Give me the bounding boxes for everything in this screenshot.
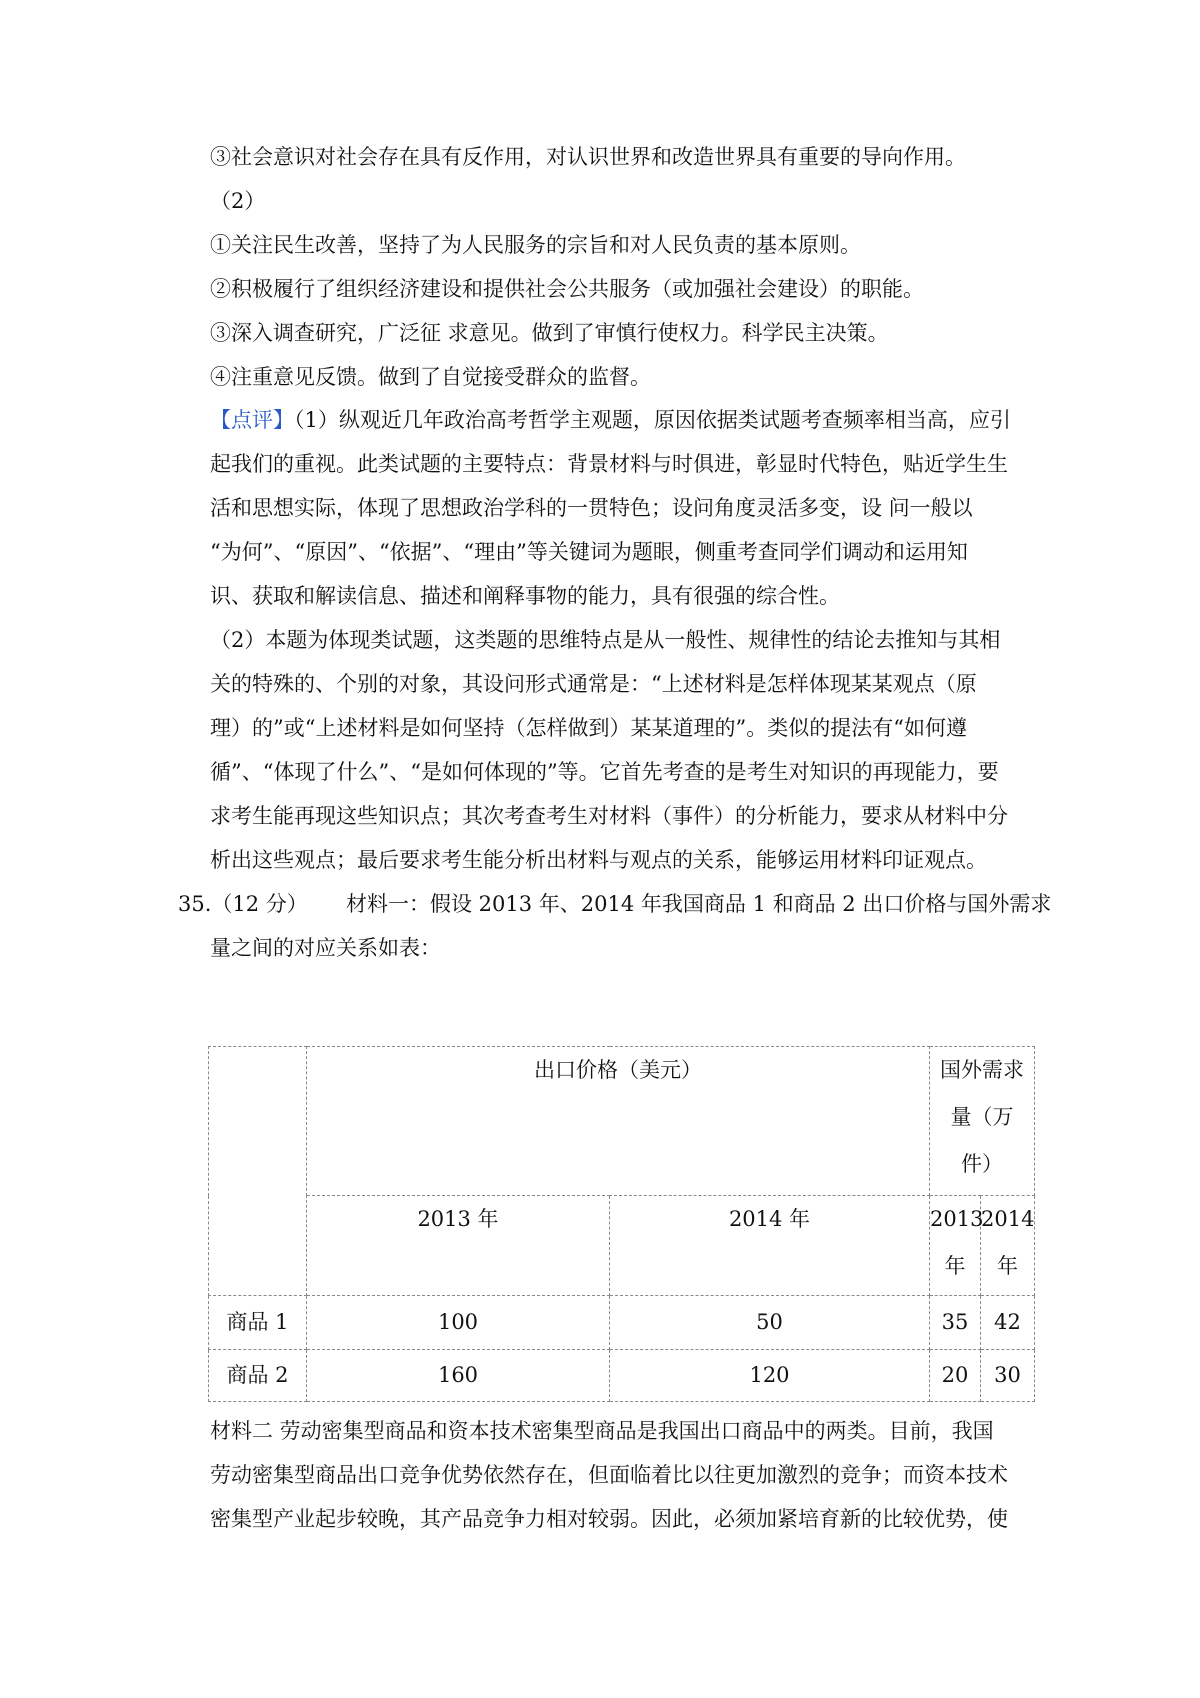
table-cell: 100 (307, 1296, 610, 1350)
answer-line: ①关注民生改善，坚持了为人民服务的宗旨和对人民负责的基本原则。 (210, 233, 861, 257)
commentary-line: 活和思想实际，体现了思想政治学科的一贯特色；设问角度灵活多变，设 问一般以 (210, 496, 973, 520)
commentary-text: （1）纵观近几年政治高考哲学主观题，原因依据类试题考查频率相当高，应引 (294, 408, 1011, 432)
commentary-line: 循”、“体现了什么”、“是如何体现的”等。它首先考查的是考生对知识的再现能力，要 (210, 760, 999, 784)
answer-line: ③深入调查研究，广泛征 求意见。做到了审慎行使权力。科学民主决策。 (210, 321, 889, 345)
table-cell: 42 (981, 1296, 1035, 1350)
material-line: 劳动密集型商品出口竞争优势依然存在，但面临着比以往更加激烈的竞争；而资本技术 (210, 1463, 1008, 1487)
table-cell: 50 (610, 1296, 930, 1350)
answer-line: ③社会意识对社会存在具有反作用，对认识世界和改造世界具有重要的导向作用。 (210, 145, 966, 169)
table-header-year-part: 年 (997, 1254, 1018, 1278)
table-header-year-part: 2013 (930, 1207, 984, 1231)
table-cell: 30 (981, 1350, 1035, 1402)
commentary-line: （2）本题为体现类试题，这类题的思维特点是从一般性、规律性的结论去推知与其相 (210, 628, 1001, 652)
table-cell: 35 (930, 1296, 981, 1350)
material-line: 密集型产业起步较晚，其产品竞争力相对较弱。因此，必须加紧培育新的比较优势，使 (210, 1507, 1008, 1531)
table-cell: 120 (610, 1350, 930, 1402)
commentary-line: 求考生能再现这些知识点；其次考查考生对材料（事件）的分析能力，要求从材料中分 (210, 804, 1008, 828)
table-header-year: 2013 年 (307, 1196, 610, 1296)
table-row (209, 1350, 1035, 1402)
commentary-line: 析出这些观点；最后要求考生能分析出材料与观点的关系，能够运用材料印证观点。 (210, 848, 987, 872)
table-cell-name: 商品 1 (209, 1296, 307, 1350)
table-cell: 20 (930, 1350, 981, 1402)
commentary-line: “为何”、“原因”、“依据”、“理由”等关键词为题眼，侧重考查同学们调动和运用知 (210, 540, 968, 564)
commentary-line: 识、获取和解读信息、描述和阐释事物的能力，具有很强的综合性。 (210, 584, 840, 608)
table-header-demand-line: 量（万 (950, 1105, 1014, 1129)
commentary-line: 起我们的重视。此类试题的主要特点：背景材料与时俱进，彰显时代特色，贴近学生生 (210, 452, 1008, 476)
table-header-year (930, 1196, 984, 1296)
commentary-tag: 【点评】 (210, 408, 294, 432)
commentary-line (210, 406, 1030, 434)
question-number: 35.（12 分） (178, 892, 308, 916)
table-header-demand-line: 国外需求 (940, 1058, 1024, 1082)
table-header-demand (930, 1047, 1035, 1196)
table-header-year-part: 2014 (981, 1207, 1035, 1231)
question-text: 材料一：假设 2013 年、2014 年我国商品 1 和商品 2 出口价格与国外需求 (346, 892, 1052, 916)
question-text: 量之间的对应关系如表： (210, 936, 441, 960)
material-line: 材料二 劳动密集型商品和资本技术密集型商品是我国出口商品中的两类。目前，我国 (210, 1419, 994, 1443)
price-demand-table (208, 1046, 1035, 1402)
table-corner-cell (209, 1047, 307, 1296)
answer-line: ④注重意见反馈。做到了自觉接受群众的监督。 (210, 365, 651, 389)
table-cell-name: 商品 2 (209, 1350, 307, 1402)
table-header-price: 出口价格（美元） (307, 1047, 930, 1196)
table-header-year (981, 1196, 1035, 1296)
table-header-year: 2014 年 (610, 1196, 930, 1296)
answer-line: ②积极履行了组织经济建设和提供社会公共服务（或加强社会建设）的职能。 (210, 277, 924, 301)
table-row (209, 1296, 1035, 1350)
table-cell: 160 (307, 1350, 610, 1402)
table-header-demand-line: 件） (961, 1152, 1003, 1176)
table-header-year-part: 年 (944, 1254, 966, 1278)
commentary-line: 理）的”或“上述材料是如何坚持（怎样做到）某某道理的”。类似的提法有“如何遵 (210, 716, 967, 740)
answer-line: （2） (210, 189, 266, 213)
commentary-line: 关的特殊的、个别的对象，其设问形式通常是：“上述材料是怎样体现某某观点（原 (210, 672, 977, 696)
